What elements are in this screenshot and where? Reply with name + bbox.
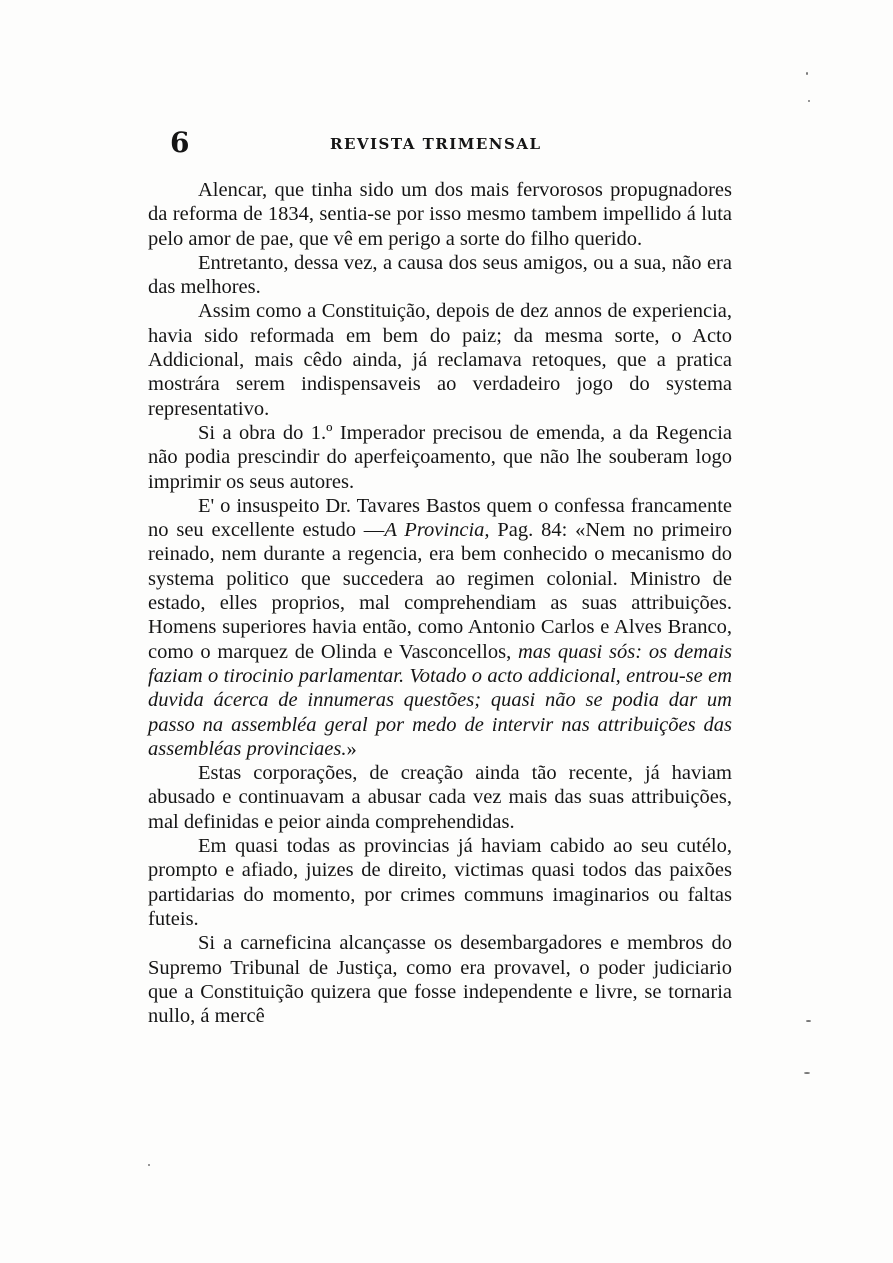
paragraph-6: Estas corporações, de creação ainda tão recente, já haviam abusado e continuavam a abusar cada vez mais das suas attribuições, mal definidas e peior ainda comprehendidas. <box>148 762 732 833</box>
paragraph-3: Assim como a Constituição, depois de dez annos de experiencia, havia sido reformada em bem do paiz; da mesma sorte, o Acto Addicional, mais cêdo ainda, já reclamava retoques, que a pratica mostrára serem indispensaveis ao verdadeiro jogo do systema representativo. <box>148 300 732 420</box>
scan-speck <box>808 100 810 102</box>
paragraph-1: Alencar, que tinha sido um dos mais fervorosos propugnadores da reforma de 1834, sentia-se por isso mesmo tambem impellido á luta pelo amor de pae, que vê em perigo a sorte do filho querido. <box>148 179 732 250</box>
page-header <box>170 128 730 158</box>
scan-speck <box>804 1072 810 1074</box>
quote-italic-passage: mas quasi sós: os demais faziam o tirocinio parlamentar. Votado o acto addicional, entrou-se em duvida ácerca de innumeras questões; quasi não se podia dar um passo na assembléa geral por medo de intervir nas attribuições das assembléas provinciaes. <box>148 640 732 760</box>
paragraph-4: Si a obra do 1.º Imperador precisou de emenda, a da Regencia não podia prescindir do aperfeiçoamento, que não lhe souberam logo imprimir os seus autores. <box>148 421 732 493</box>
quote-closing-mark: » <box>346 737 357 760</box>
scan-speck <box>806 1020 811 1022</box>
body-text <box>148 178 732 1028</box>
paragraph-7: Em quasi todas as provincias já haviam cabido ao seu cutélo, prompto e afiado, juizes de direito, victimas quasi todos das paixões partidarias do momento, por crimes communs imaginarios ou faltas futeis. <box>148 835 732 930</box>
quote-body-text: Pag. 84: «Nem no primeiro reinado, nem durante a regencia, era bem conhecido o mecanismo do systema politico que succedera ao regimen colonial. Ministro de estado, elles proprios, mal comprehendiam as suas attribuições. Homens superiores havia então, como Antonio Carlos e Alves Branco, como o marquez de Olinda e Vasconcellos, <box>148 519 732 663</box>
paragraph-2: Entretanto, dessa vez, a causa dos seus amigos, ou a sua, não era das melhores. <box>148 251 732 299</box>
page-number: 6 <box>170 126 190 159</box>
running-title: REVISTA TRIMENSAL <box>330 135 542 153</box>
scan-speck <box>806 72 808 75</box>
paragraph-8: Si a carneficina alcançasse os desembargadores e membros do Supremo Tribunal de Justiça, como era provavel, o poder judiciario que a Constituição quizera que fosse independente e livre, se tornaria nullo, á mercê <box>148 932 732 1028</box>
cited-work-title: A Provincia, <box>384 519 490 542</box>
scan-speck <box>148 1164 150 1166</box>
quote-intro-text: E' o insuspeito Dr. Tavares Bastos quem o confessa francamente no seu excellente estudo — <box>148 494 732 542</box>
paragraph-5-quote <box>148 494 732 761</box>
